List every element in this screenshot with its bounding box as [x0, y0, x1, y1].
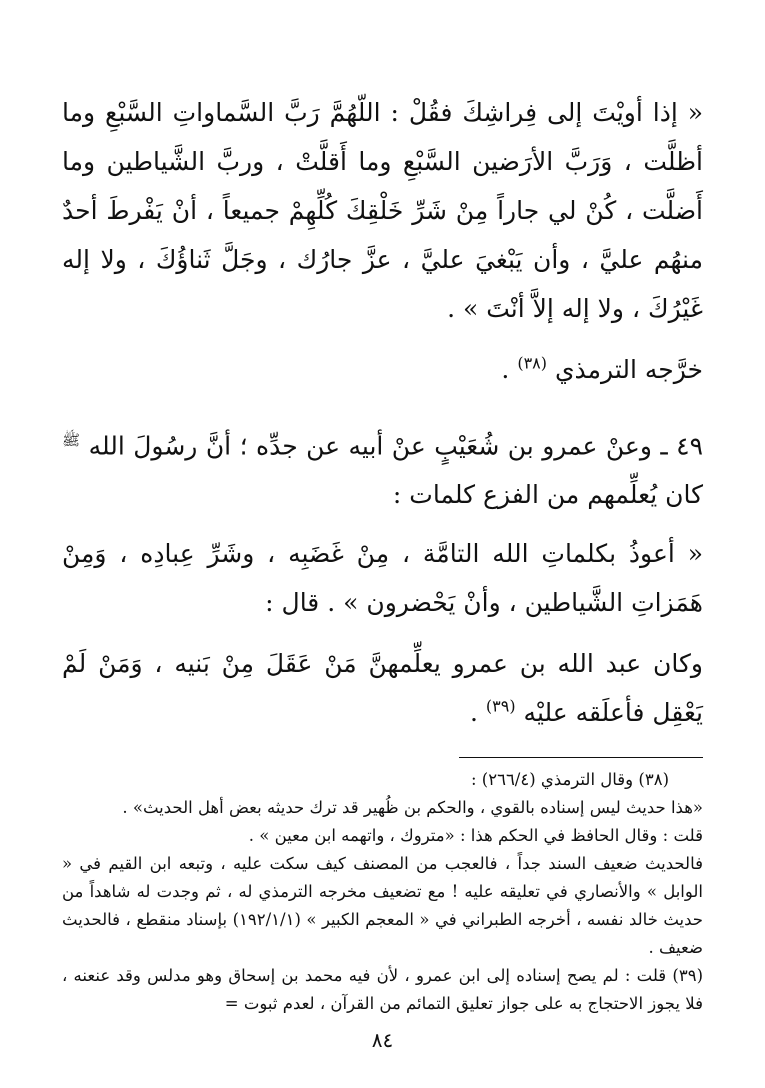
hadith-49-intro — [62, 416, 703, 519]
footnote-38-heading: (٣٨) وقال الترمذي (٢٦٦/٤) : — [470, 770, 669, 790]
source-period: . — [501, 355, 510, 384]
footnote-38-discussion: فالحديث ضعيف السند جداً ، فالعجب من المصنف كيف سكت عليه ، وتبعه ابن القيم في « الوابل » والأنصاري في تعليقه عليه ! مع تضعيف مخرجه الترمذي له ، ثم وجدت له شاهداً من حديث خالد نفسه ، أخرجه الطبراني في « المعجم الكبير » (١٩٢/١/١) بإسناد منقطع ، فالحديث ضعيف . — [62, 854, 704, 958]
footnotes — [62, 766, 703, 1018]
footnote-reference-39: (٣٩) — [485, 697, 516, 716]
main-text — [62, 88, 703, 737]
hadith-49-closing — [62, 639, 703, 737]
footnote-divider — [459, 757, 703, 758]
hadith-49-intro-text: ٤٩ ـ وعنْ عمرو بن شُعَيْبٍ عنْ أبيه عن جدِّه ؛ أنَّ رسُولَ الله — [88, 431, 703, 461]
closing-period: . — [470, 698, 478, 728]
footnote-38-quote: «هذا حديث ليس إسناده بالقوي ، والحكم بن ظُهير قد ترك حديثه بعض أهل الحديث» . — [122, 798, 703, 818]
footnote-reference-38: (٣٨) — [517, 353, 547, 373]
footnote-38-note: قلت : وقال الحافظ في الحكم هذا : «متروك ، واتهمه ابن معين » . — [248, 826, 703, 846]
footnote-39: (٣٩) قلت : لم يصح إسناده إلى ابن عمرو ، لأن فيه محمد بن إسحاق وهو مدلس وقد عنعنه ، فلا يجوز الاحتجاج به على جواز تعليق التمائم من القرآن ، لعدم ثبوت = — [62, 966, 703, 1014]
hadith-49-closing-text: وكان عبد الله بن عمرو يعلِّمهنَّ مَنْ عَقَلَ مِنْ بَنيه ، وَمَنْ لَمْ يَعْقِل فأعلَقه عليْه — [62, 649, 703, 728]
honorific-icon: ﷺ — [62, 431, 81, 449]
hadith-48-source-line — [62, 345, 703, 394]
hadith-48-text: « إذا أويْتَ إلى فِراشِكَ فقُلْ : اللّهُمَّ رَبَّ السَّماواتِ السَّبْعِ وما أظلَّت ، وَرَبَّ الأرَضين السَّبْعِ وما أَقلَّتْ ، وربَّ الشَّياطين وما أَضلَّت ، كُنْ لي جاراً مِنْ شَرِّ خَلْقِكَ كُلِّهِمْ جميعاً ، أنْ يَفْرطَ أحدٌ منهُم عليَّ ، وأن يَبْغيَ عليَّ ، عزَّ جارُك ، وجَلَّ ثَناؤُكَ ، ولا إله غَيْرُكَ ، ولا إله إلاَّ أنْتَ » . — [62, 98, 703, 323]
hadith-49-dua: « أعوذُ بكلماتِ الله التامَّة ، مِنْ غَضَبِه ، وشَرِّ عِبادِه ، وَمِنْ هَمَزاتِ الشَّياطين ، وأنْ يَحْضرون » . قال : — [62, 539, 703, 618]
page-number: ٨٤ — [371, 1028, 394, 1052]
hadith-48-source: خرَّجه الترمذي — [554, 355, 703, 384]
hadith-49-intro-end: كان يُعلِّمهم من الفزع كلمات : — [392, 480, 703, 510]
